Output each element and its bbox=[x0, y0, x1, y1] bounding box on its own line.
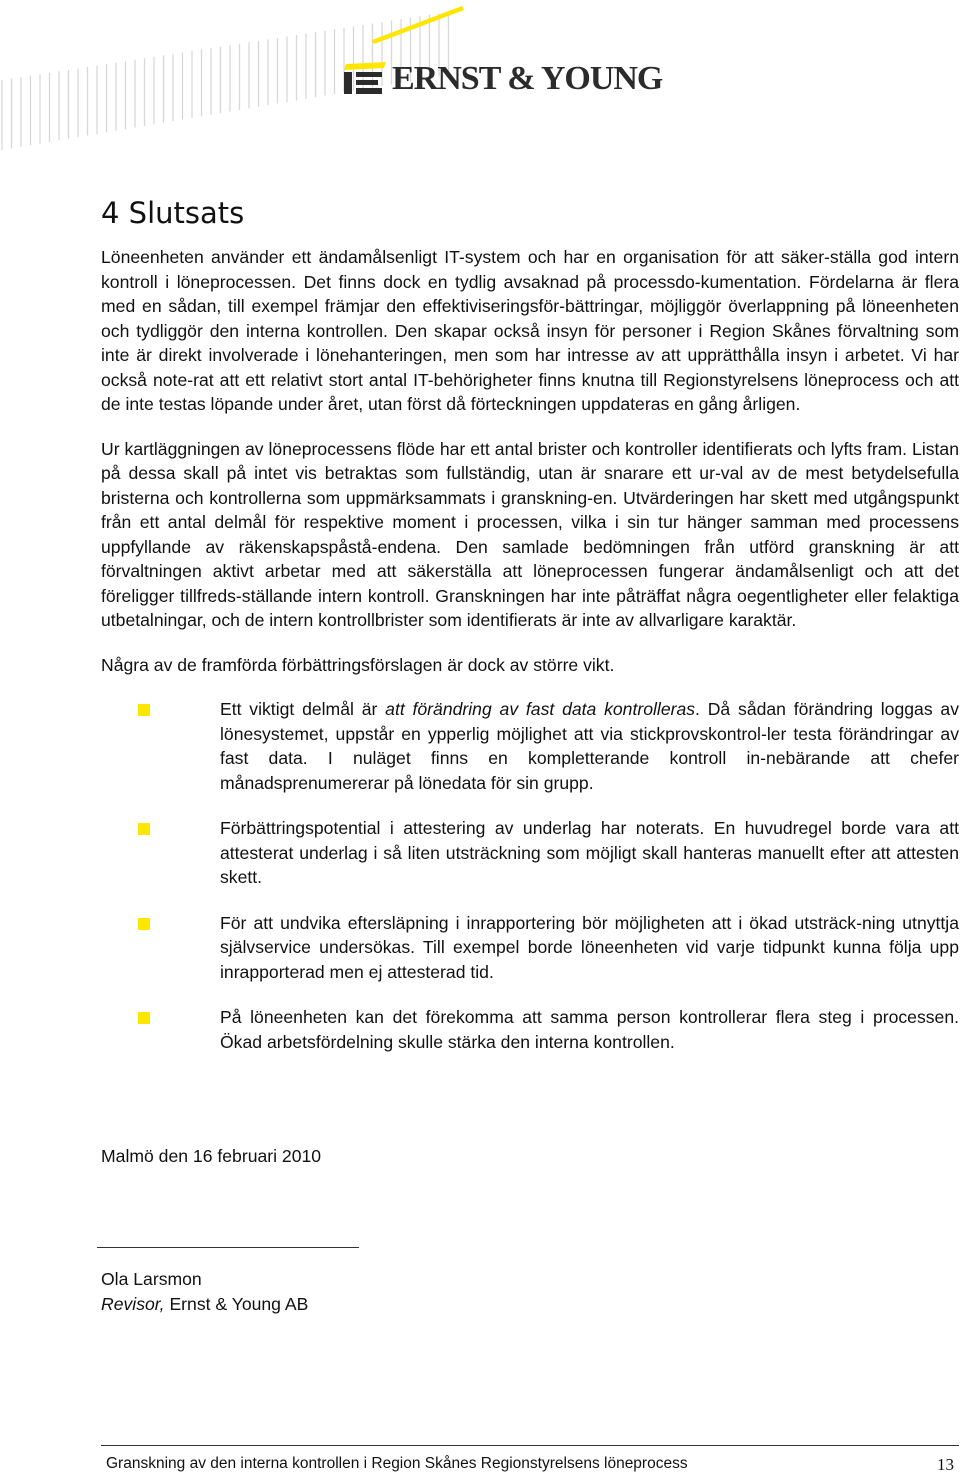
logo-mark-icon bbox=[340, 62, 388, 96]
list-item-text: På löneenheten kan det förekomma att samma person kontrollerar flera steg i processen. Ökad arbetsfördelning skulle stärka den interna kontrollen. bbox=[220, 1007, 959, 1052]
signer-role bbox=[101, 1292, 308, 1317]
paragraph-findings: Ur kartläggningen av löneprocessens flöde har ett antal brister och kontroller identifierats och lyfts fram. Listan på dessa skall på intet vis betraktas som fullständig, utan är snarare ett ur-val av de mest betydelsefulla bristerna och kontrollerna som uppmärksammats i granskning-en. Utvärderingen har skett med utgångspunkt från ett antal delmål för respektive moment i processen, vilka i sin tur hänger samman med processens uppfyllande av räkenskapspåstå-endena. Den samlade bedömningen från utförd granskning är att förvaltningen aktivt arbetar med att säkerställa att löneprocessen fungerar ändamålsenligt och att det föreligger tillfreds-ställande intern kontroll. Granskningen har inte påträffat några oegentligheter eller felaktiga utbetalningar, och de intern kontrollbrister som identifierats är inte av allvarligare karaktär. bbox=[101, 438, 959, 630]
body-content bbox=[101, 245, 959, 1075]
square-bullet-icon bbox=[138, 823, 150, 835]
list-item bbox=[101, 911, 959, 985]
paragraph-intro-list: Några av de framförda förbättringsförslagen är dock av större vikt. bbox=[101, 654, 615, 675]
square-bullet-icon bbox=[138, 704, 150, 716]
list-item bbox=[101, 1005, 959, 1054]
paragraph-summary: Löneenheten använder ett ändamålsenligt IT-system och har en organisation för att säker-ställa god intern kontroll i löneprocessen. Det finns dock en tydlig avsaknad på processdo-kumentation. Fördelarna är flera med en sådan, till exempel främjar den effektiviseringsför-bättringar, möjliggör överlappning på löneenheten och tydliggör den interna kontrollen. Den skapar också insyn för personer i Region Skånes förvaltning som inte är direkt involverade i lönehanteringen, men som har intresse av att upprätthålla insyn i arbetet. Vi har också note-rat att ett relativt stort antal IT-behörigheter finns knutna till Regionstyrelsens löneprocess och att de inte testas löpande under året, utan först då förteckningen uppdateras en gång årligen. bbox=[101, 247, 959, 414]
footer-divider bbox=[101, 1445, 959, 1446]
square-bullet-icon bbox=[138, 918, 150, 930]
list-item-text: Ett viktigt delmål är bbox=[220, 699, 386, 719]
list-item-text-cont: . Då sådan förändring loggas av lönesystemet, uppstår en ypperlig möjlighet att via stickprovskontrol-ler testa förändringar av fast data. I nuläget finns en kompletterande kontroll in-nebärande att chefer månadsprenumererar på lönedata för sin grupp. bbox=[220, 699, 959, 793]
recommendation-list bbox=[101, 697, 959, 1054]
footer-title: Granskning av den interna kontrollen i Region Skånes Regionstyrelsens löneprocess bbox=[106, 1455, 688, 1472]
list-item bbox=[101, 816, 959, 890]
list-item-text: För att undvika eftersläpning i inrapportering bör möjligheten att i ökad utsträck-ning utnyttja självservice undersökas. Till exempel borde löneenheten vid varje tidpunkt kunna följa upp inrapporterad men ej attesterad tid. bbox=[220, 912, 959, 982]
list-item bbox=[101, 697, 959, 795]
section-heading: 4 Slutsats bbox=[101, 196, 245, 230]
signer-name: Ola Larsmon bbox=[101, 1269, 202, 1289]
signature-line bbox=[97, 1247, 359, 1248]
list-item-text: Förbättringspotential i attestering av underlag har noterats. En huvudregel borde vara att attesterat underlag i så liten utsträckning som möjligt skall hanteras manuellt efter att attesten skett. bbox=[220, 818, 959, 887]
ernst-young-logo bbox=[340, 58, 663, 100]
signer-company: Ernst & Young AB bbox=[164, 1294, 309, 1314]
signer-block bbox=[101, 1267, 308, 1317]
signer-title: Revisor, bbox=[101, 1294, 165, 1314]
list-item-emphasis: att förändring av fast data kontrolleras bbox=[385, 699, 696, 719]
date-line: Malmö den 16 februari 2010 bbox=[101, 1146, 322, 1166]
logo-wordmark: ERNST & YOUNG bbox=[392, 60, 663, 97]
page-number: 13 bbox=[937, 1455, 954, 1474]
square-bullet-icon bbox=[138, 1012, 150, 1024]
